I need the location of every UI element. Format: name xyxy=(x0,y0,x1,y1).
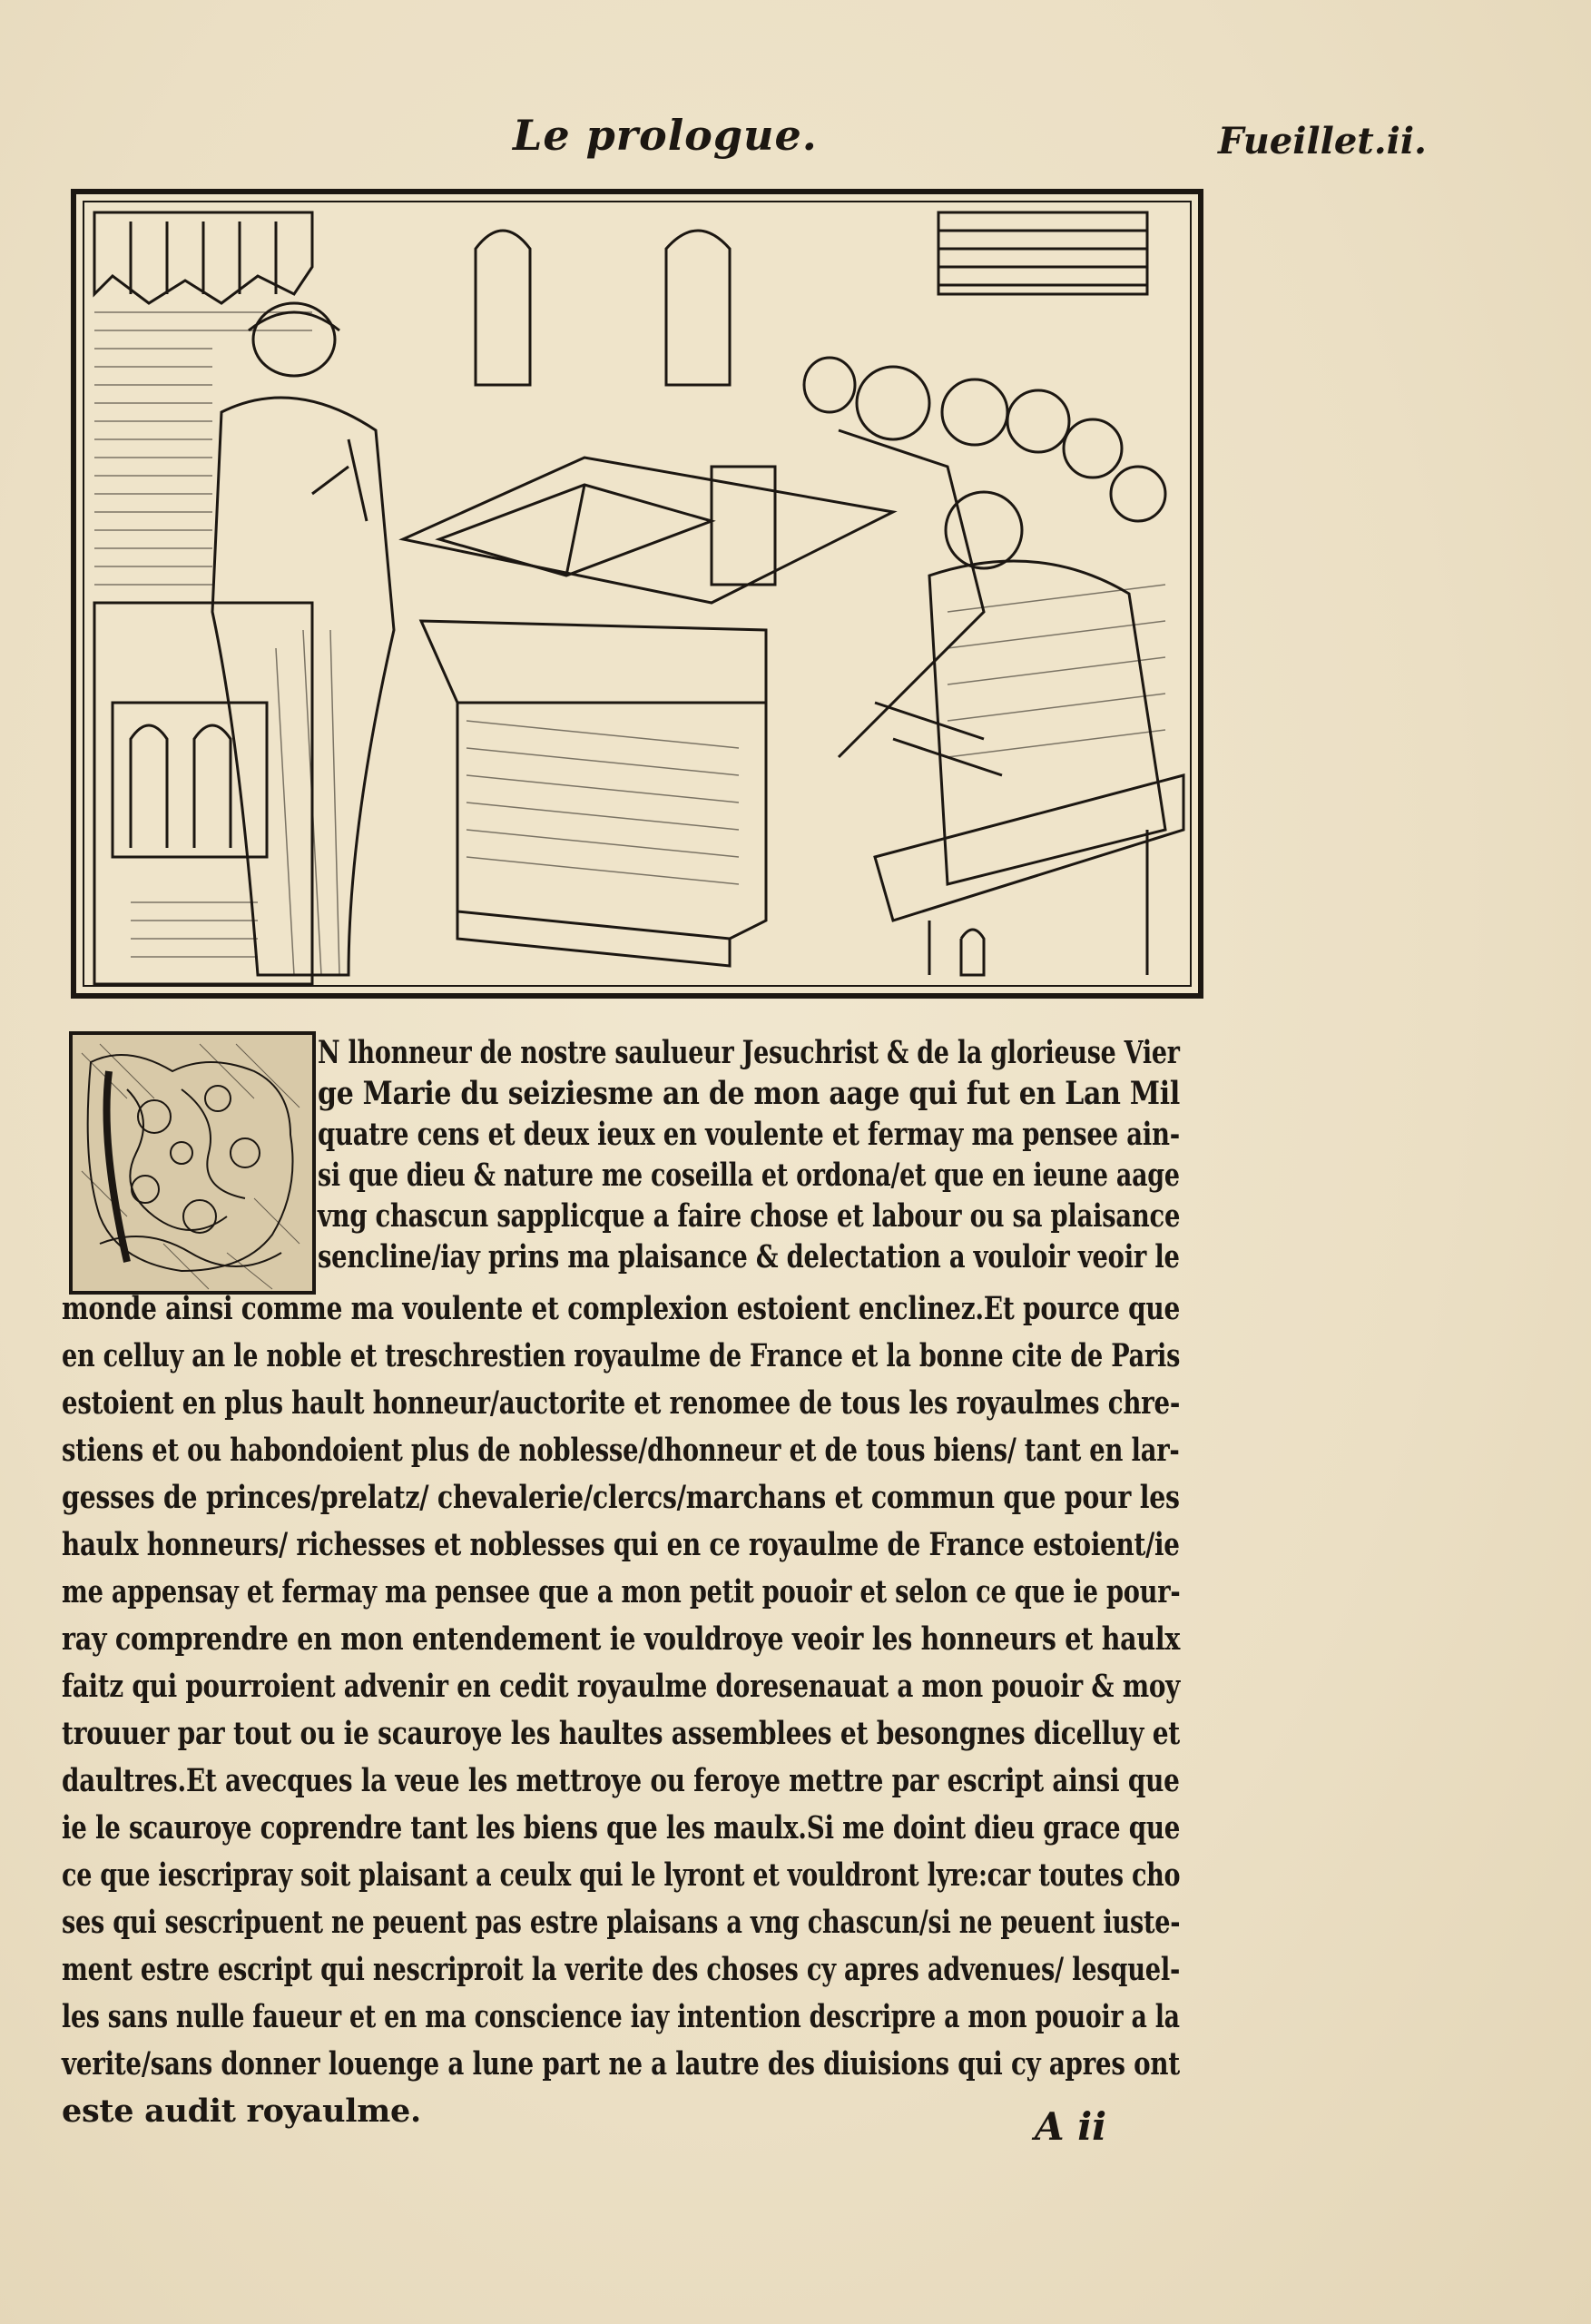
folio-number: Fueillet.ii. xyxy=(1218,120,1427,162)
running-header-title: Le prologue. xyxy=(513,111,818,160)
body-line: ray comprendre en mon entendement ie vouldroye veoir les honneurs et haulx xyxy=(62,1620,1181,1658)
decorated-initial xyxy=(69,1031,316,1295)
body-line: me appensay et fermay ma pensee que a mon petit pouoir et selon ce que ie pour- xyxy=(62,1573,1181,1610)
body-line: sencline/iay prins ma plaisance & delectation a vouloir veoir le xyxy=(318,1238,1180,1275)
body-line: ge Marie du seiziesme an de mon aage qui fut en Lan Mil xyxy=(318,1075,1181,1112)
body-line: ses qui sescripuent ne peuent pas estre plaisans a vng chascun/si ne peuent iuste- xyxy=(62,1904,1181,1941)
woodcut-scene-icon xyxy=(76,194,1198,993)
body-line: N lhonneur de nostre saulueur Jesuchrist & de la glorieuse Vier xyxy=(318,1034,1180,1071)
body-line: ment estre escript qui nescriproit la verite des choses cy apres advenues/ lesquel- xyxy=(62,1951,1181,1988)
body-line: monde ainsi comme ma voulente et complexion estoient enclinez.Et pource que xyxy=(62,1290,1181,1327)
body-line: daultres.Et avecques la veue les mettroye ou feroye mettre par escript ainsi que xyxy=(62,1762,1180,1799)
body-line: si que dieu & nature me coseilla et ordona/et que en ieune aage xyxy=(318,1157,1180,1194)
body-line: verite/sans donner louenge a lune part ne a lautre des diuisions qui cy apres ont xyxy=(62,2045,1180,2083)
body-line: estoient en plus hault honneur/auctorite et renomee de tous les royaulmes chre- xyxy=(62,1384,1181,1422)
body-line: vng chascun sapplicque a faire chose et labour ou sa plaisance xyxy=(318,1197,1181,1235)
body-line: en celluy an le noble et treschrestien royaulme de France et la bonne cite de Paris xyxy=(62,1337,1181,1374)
woodcut-illustration xyxy=(71,189,1203,999)
ornate-initial-E-icon xyxy=(73,1035,312,1291)
body-line: stiens et ou habondoient plus de noblesse/dhonneur et de tous biens/ tant en lar- xyxy=(62,1432,1180,1469)
body-line: haulx honneurs/ richesses et noblesses qui en ce royaulme de France estoient/ie xyxy=(62,1526,1180,1563)
body-line: ce que iescripray soit plaisant a ceulx qui le lyront et vouldront lyre:car toutes cho xyxy=(62,1856,1181,1894)
body-line: este audit royaulme. xyxy=(62,2093,421,2130)
body-line: faitz qui pourroient advenir en cedit royaulme doresenauat a mon pouoir & moy xyxy=(62,1668,1181,1705)
signature-mark: A ii xyxy=(1035,2104,1107,2149)
body-line: gesses de princes/prelatz/ chevalerie/clercs/marchans et commun que pour les xyxy=(62,1479,1180,1516)
body-line: quatre cens et deux ieux en voulente et fermay ma pensee ain- xyxy=(318,1116,1180,1153)
body-line: ie le scauroye coprendre tant les biens que les maulx.Si me doint dieu grace que xyxy=(62,1809,1181,1846)
body-line: trouuer par tout ou ie scauroye les haultes assemblees et besongnes dicelluy et xyxy=(62,1715,1181,1752)
body-line: les sans nulle faueur et en ma conscience iay intention descripre a mon pouoir a la xyxy=(62,1998,1180,2035)
